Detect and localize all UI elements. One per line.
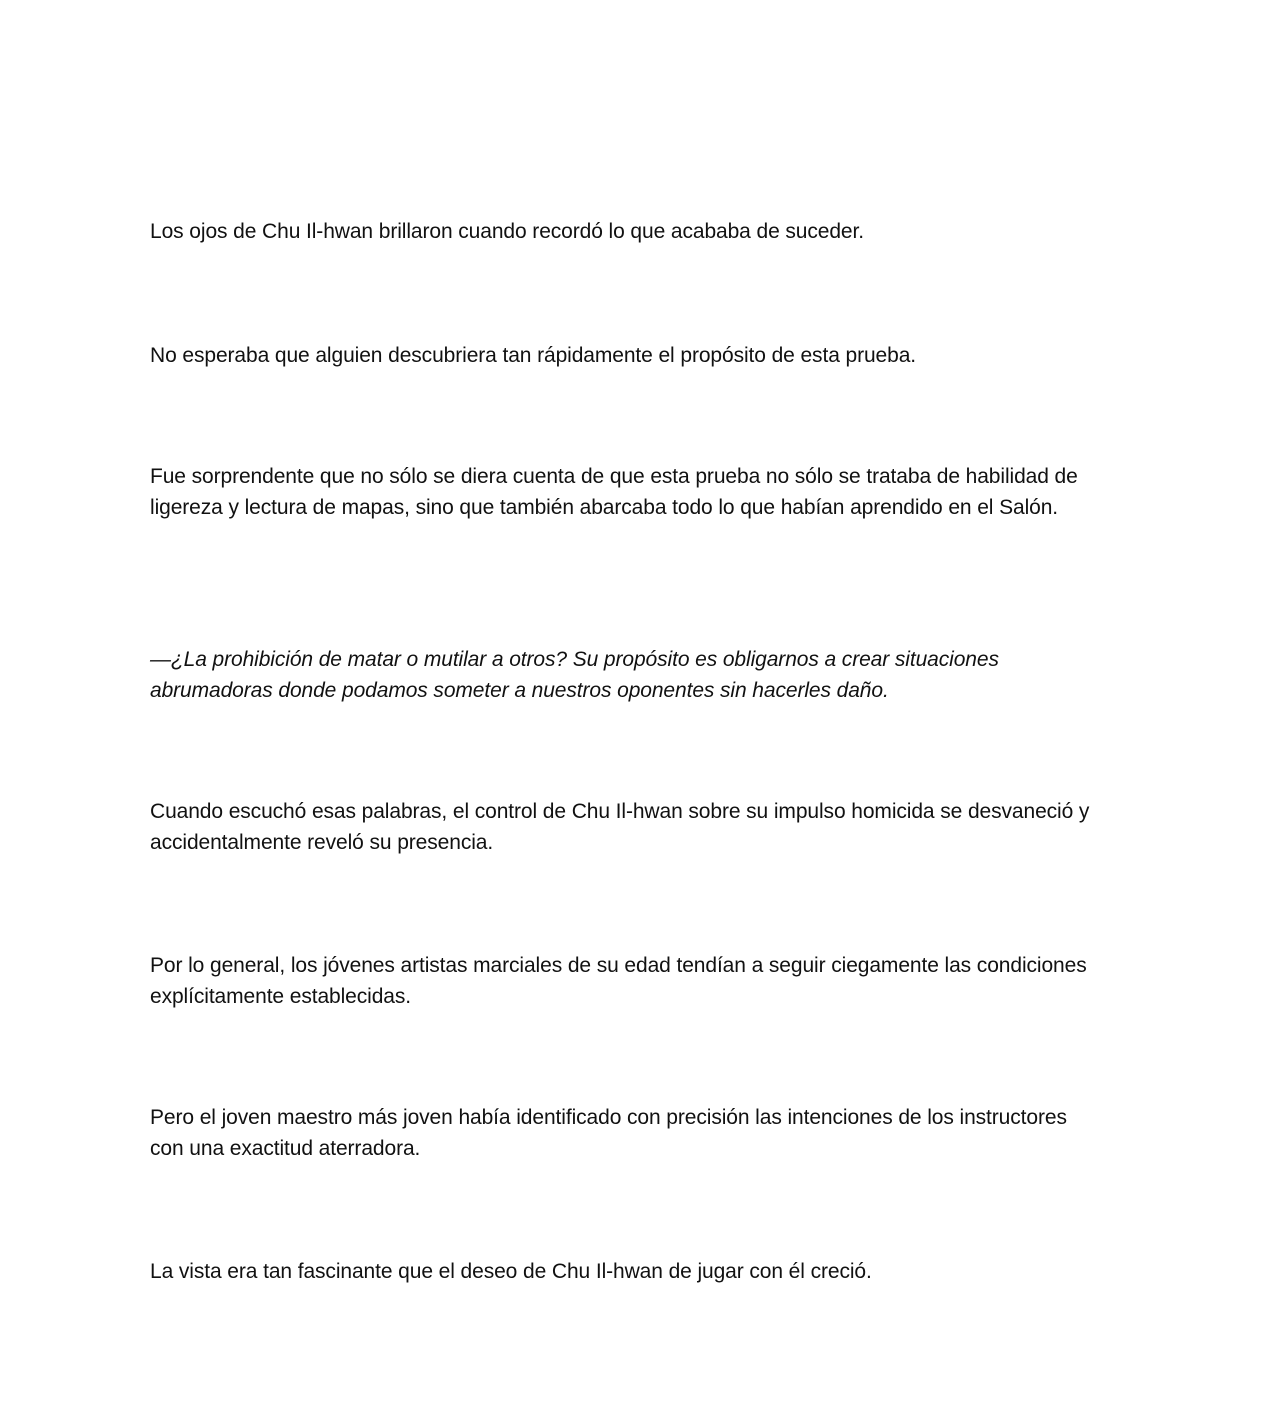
- paragraph-6: Por lo general, los jóvenes artistas marciales de su edad tendían a seguir ciegamente las condiciones explícitamente establecidas.: [150, 954, 1087, 1008]
- paragraph-1: Los ojos de Chu Il-hwan brillaron cuando recordó lo que acababa de suceder.: [150, 220, 864, 243]
- paragraph-8: La vista era tan fascinante que el deseo de Chu Il-hwan de jugar con él creció.: [150, 1260, 872, 1283]
- paragraph-5: Cuando escuchó esas palabras, el control de Chu Il-hwan sobre su impulso homicida se desvaneció y accidentalmente reveló su presencia.: [150, 800, 1090, 854]
- paragraph-2: No esperaba que alguien descubriera tan rápidamente el propósito de esta prueba.: [150, 344, 917, 367]
- paragraph-3: Fue sorprendente que no sólo se diera cuenta de que esta prueba no sólo se trataba de habilidad de ligereza y lectura de mapas, sino que también abarcaba todo lo que habían aprendido en el Salón.: [150, 465, 1078, 519]
- paragraph-7: Pero el joven maestro más joven había identificado con precisión las intenciones de los instructores con una exactitud aterradora.: [150, 1106, 1067, 1160]
- dialogue-paragraph: —¿La prohibición de matar o mutilar a otros? Su propósito es obligarnos a crear situaciones abrumadoras donde podamos someter a nuestros oponentes sin hacerles daño.: [150, 648, 999, 702]
